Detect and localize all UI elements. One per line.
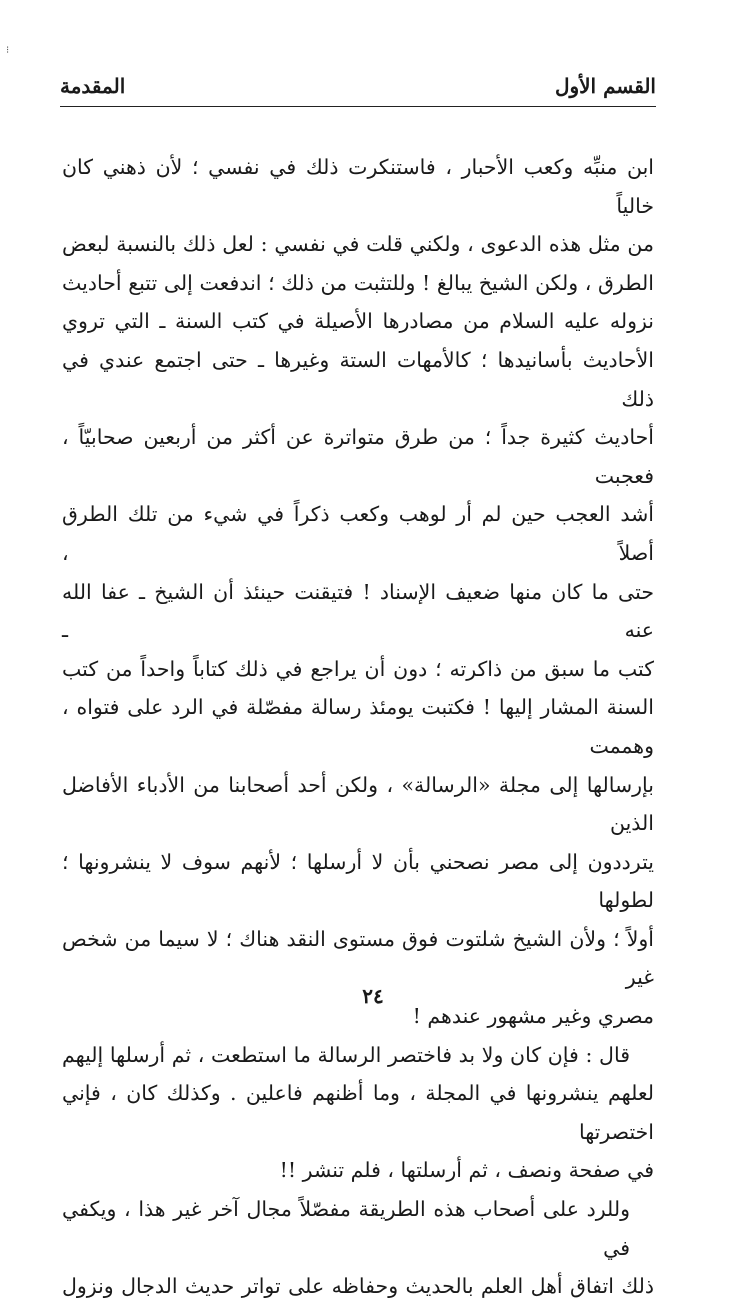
- paragraph: [62, 1036, 654, 1190]
- text-line: بإرسالها إلى مجلة «الرسالة» ، ولكن أحد أصحابنا من الأدباء الأفاضل الذين: [62, 772, 654, 836]
- text-line: السنة المشار إليها ! فكتبت يومئذ رسالة مفصّلة في الرد على فتواه ، وهممت: [62, 695, 654, 758]
- text-line: في صفحة ونصف ، ثم أرسلتها ، فلم تنشر !!: [279, 1158, 654, 1183]
- text-line: يترددون إلى مصر نصحني بأن لا أرسلها ؛ لأنهم سوف لا ينشرونها ؛ لطولها: [62, 849, 654, 913]
- margin-mark: ⁝: [6, 45, 10, 56]
- chapter-title: المقدمة: [60, 74, 126, 98]
- paragraph: [62, 1190, 654, 1306]
- body-text: [62, 148, 654, 1306]
- text-line: لعلهم ينشرونها في المجلة ، وما أظنهم فاعلين . وكذلك كان ، فإني اختصرتها: [62, 1081, 654, 1144]
- text-line: الأحاديث بأسانيدها ؛ كالأمهات الستة وغيرها ـ حتى اجتمع عندي في ذلك: [62, 347, 654, 411]
- text-line: حتى ما كان منها ضعيف الإسناد ! فتيقنت حينئذ أن الشيخ ـ عفا الله عنه ـ: [62, 579, 654, 643]
- text-line: أشد العجب حين لم أر لوهب وكعب ذكراً في شيء من تلك الطرق أصلاً ،: [62, 502, 654, 565]
- text-line: أولاً ؛ ولأن الشيخ شلتوت فوق مستوى النقد هناك ؛ لا سيما من شخص غير: [62, 926, 654, 990]
- text-line: ابن منبِّه وكعب الأحبار ، فاستنكرت ذلك في نفسي ؛ لأن ذهني كان خالياً: [62, 155, 654, 218]
- running-header: [60, 70, 656, 106]
- text-line: من مثل هذه الدعوى ، ولكني قلت في نفسي : لعل ذلك بالنسبة لبعض: [62, 232, 654, 257]
- text-line: قال : فإن كان ولا بد فاختصر الرسالة ما استطعت ، ثم أرسلها إليهم: [62, 1042, 630, 1067]
- text-line: الطرق ، ولكن الشيخ يبالغ ! وللتثبت من ذلك ؛ اندفعت إلى تتبع أحاديث: [62, 270, 654, 295]
- text-line: نزوله عليه السلام من مصادرها الأصيلة في كتب السنة ـ التي تروي: [62, 309, 654, 334]
- text-line: كتب ما سبق من ذاكرته ؛ دون أن يراجع في ذلك كتاباً واحداً من كتب: [62, 656, 654, 681]
- header-divider: [60, 106, 656, 107]
- text-line: أحاديث كثيرة جداً ؛ من طرق متواترة عن أكثر من أربعين صحابيّاً ، فعجبت: [62, 425, 654, 488]
- page-number: ٢٤: [362, 984, 384, 1008]
- paragraph: [62, 148, 654, 1036]
- text-line: ذلك اتفاق أهل العلم بالحديث وحفاظه على تواتر حديث الدجال ونزول: [62, 1274, 654, 1299]
- text-line: مصري وغير مشهور عندهم !: [412, 1004, 654, 1029]
- text-line: وللرد على أصحاب هذه الطريقة مفصّلاً مجال آخر غير هذا ، ويكفي في: [62, 1197, 630, 1260]
- section-title: القسم الأول: [554, 74, 656, 98]
